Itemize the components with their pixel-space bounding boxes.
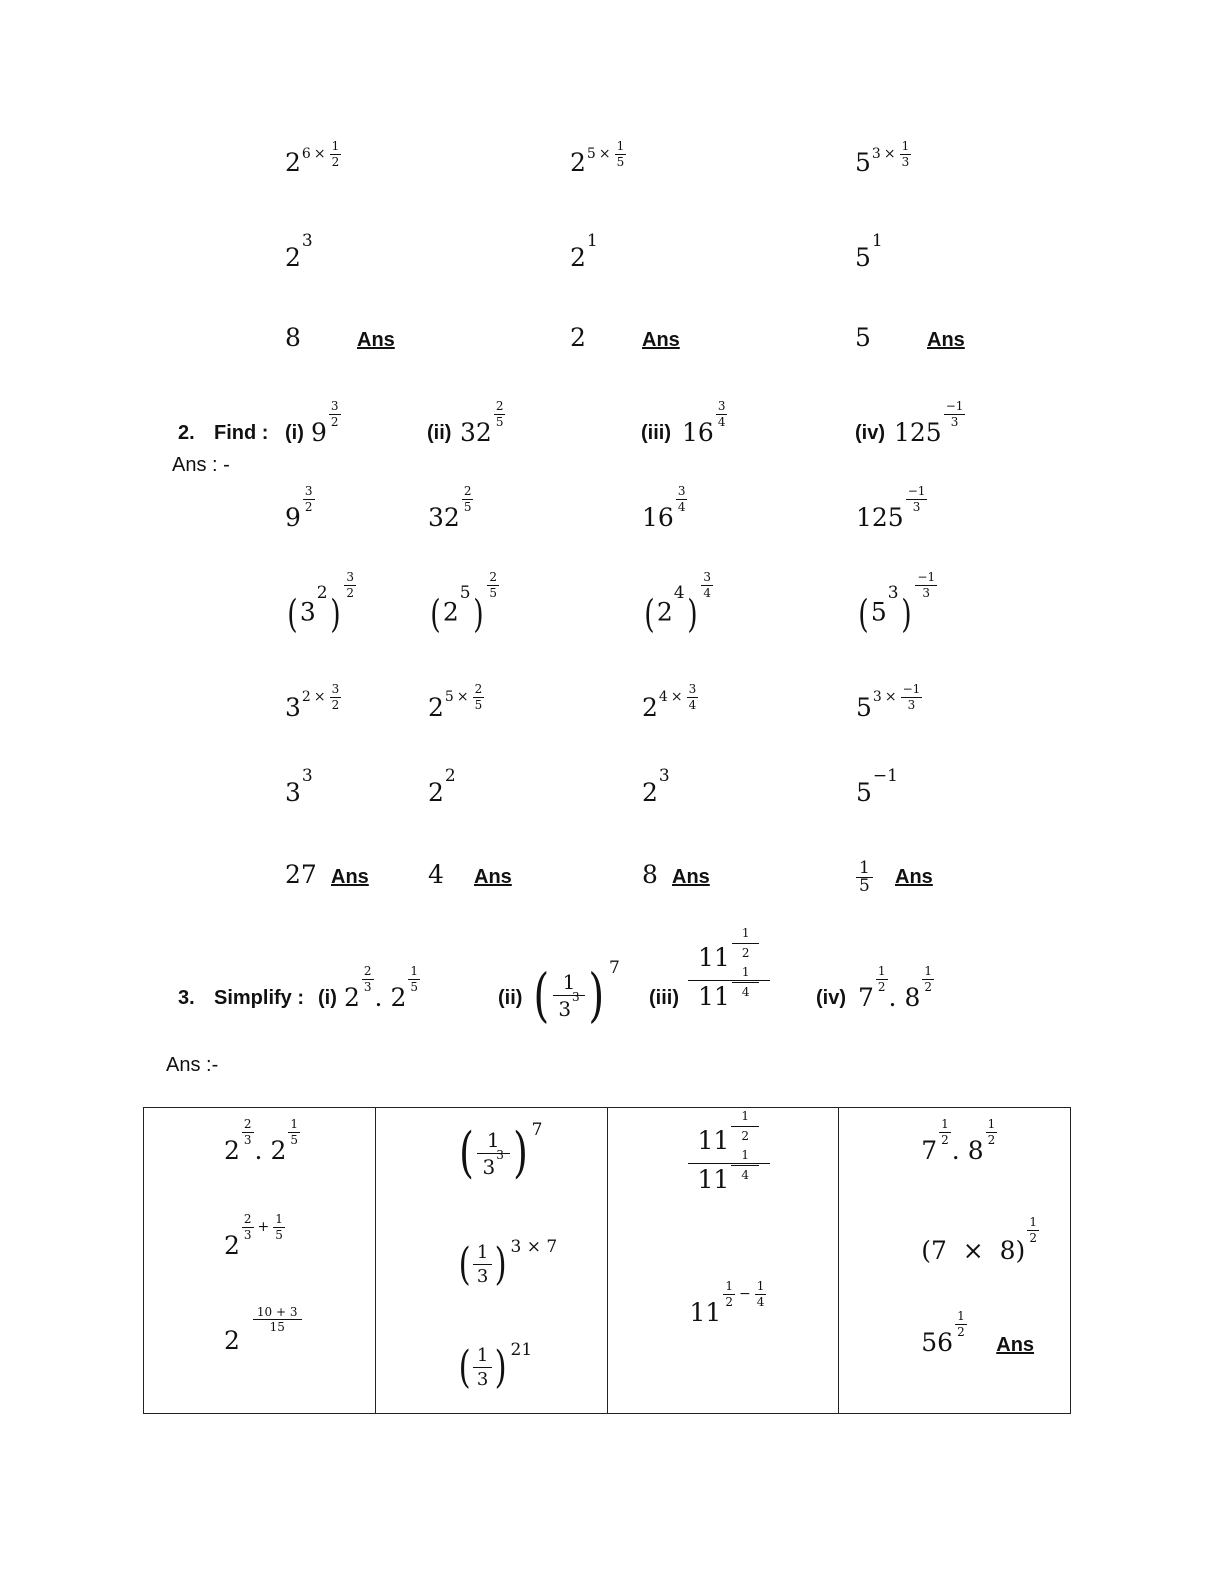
q3-t1-r1 (224, 1117, 301, 1166)
exp: 3 (872, 689, 882, 706)
exp: 3 × 7 (510, 1237, 558, 1257)
num: 1 (1029, 1215, 1037, 1229)
q2-part-label: (i) (285, 422, 304, 444)
num: 3 (330, 399, 339, 413)
num: 1 (473, 1347, 492, 1368)
num: 1 (725, 1279, 733, 1293)
den: 4 (717, 414, 726, 429)
base: 3 (482, 1154, 496, 1179)
exp: 7 (609, 958, 620, 978)
den: 15 (269, 1319, 285, 1334)
q3-part-label: (iii) (649, 987, 679, 1009)
q2-s4-step4 (856, 766, 898, 807)
num: 1 (616, 139, 625, 153)
q2-s1-step1 (285, 484, 316, 533)
base: 5 (855, 243, 871, 272)
den: 3 (476, 1369, 489, 1390)
num: 1 (331, 139, 340, 153)
base: 2 (344, 983, 360, 1012)
base: 11 (697, 1165, 730, 1195)
q3-t2-r3: ( $\frac{1}{3}$ ) 21 (458, 1340, 533, 1393)
exp: 5 (586, 146, 596, 163)
exp: 3 (301, 766, 313, 786)
base: 5 (855, 148, 871, 177)
q3-part-iv-expr (858, 964, 935, 1013)
num: 3 (688, 682, 697, 696)
q3-solution-table (143, 1107, 1071, 1414)
num: 1 (756, 1279, 765, 1293)
q2-part-label: (iv) (855, 422, 885, 444)
den: 2 (957, 1324, 965, 1339)
den: 2 (924, 979, 932, 994)
num: 1 (732, 927, 760, 944)
q1-c1-step2 (285, 231, 313, 272)
base: 2 (428, 693, 444, 722)
den: 3 (912, 499, 921, 514)
den: 4 (703, 585, 712, 600)
q2-s4-step1 (856, 484, 928, 533)
q2-title: Find : (214, 422, 269, 444)
base: 11 (698, 982, 730, 1012)
table-cell-iii (607, 1108, 839, 1414)
q1-c3-step2 (855, 231, 883, 272)
q2-ans-label: Ans : - (172, 454, 230, 476)
fraction (330, 140, 342, 168)
num: 1 (275, 1212, 283, 1226)
den: 4 (741, 984, 750, 999)
q3-t2-r2: ( $\frac{1}{3}$ ) 3 × 7 (458, 1237, 558, 1290)
den: 5 (474, 697, 483, 712)
den: 4 (688, 697, 697, 712)
dot: . (951, 1136, 960, 1165)
num: 1 (473, 1244, 492, 1265)
num: −1 (917, 570, 936, 584)
ans-label: Ans (895, 866, 933, 888)
den: 2 (1029, 1230, 1037, 1245)
base: 3 (285, 693, 301, 722)
q3-title: Simplify : (214, 987, 305, 1009)
exp: 2 (316, 583, 328, 603)
base: 3 (299, 597, 316, 627)
num: 1 (941, 1117, 949, 1131)
base: 32 (460, 418, 492, 447)
dot: . (374, 983, 383, 1012)
exp: 1 (586, 231, 598, 251)
num: 2 (463, 484, 472, 498)
exp: 5 (459, 583, 471, 603)
fraction (900, 140, 912, 168)
q3-t1-r3 (224, 1305, 303, 1355)
base: 2 (285, 148, 301, 177)
base: 16 (682, 418, 714, 447)
op: × (670, 689, 683, 706)
num: 1 (987, 1117, 996, 1131)
base: 2 (270, 1136, 287, 1165)
q3-t2-r1: ( $\frac{1}{33}$ ) 7 (458, 1120, 543, 1184)
expr: (7 × 8) (921, 1236, 1026, 1265)
exp: 3 (301, 231, 313, 251)
base: 3 (558, 996, 572, 1021)
exp: 3 (887, 583, 899, 603)
q2-s2-step4 (428, 766, 456, 807)
ans-label: Ans (642, 329, 680, 351)
q2-s3-step3 (642, 682, 699, 723)
ans-label: Ans (474, 866, 512, 888)
op: × (313, 146, 326, 163)
base: 16 (642, 503, 674, 532)
exp: 1 (871, 231, 883, 251)
q3-t4-r3 (921, 1309, 967, 1358)
ans-label: Ans (996, 1334, 1035, 1356)
q3-part-ii-expr: ( $\frac{1}{33}$ ) 7 (533, 958, 620, 1029)
den: 5 (489, 585, 498, 600)
den: 2 (331, 697, 340, 712)
num: 1 (290, 1117, 298, 1131)
base: 2 (642, 693, 658, 722)
den: 3 (243, 1227, 252, 1242)
base: 125 (856, 503, 904, 532)
exp: 7 (531, 1120, 543, 1140)
op: − (738, 1286, 751, 1303)
q2-part-iv-expr (894, 399, 966, 448)
den: 5 (290, 1132, 298, 1147)
num: 1 (477, 1130, 510, 1154)
q2-part-label: (ii) (427, 422, 452, 444)
q3-number: 3. (178, 987, 195, 1009)
q2-s2-step1 (428, 484, 474, 533)
den: 4 (677, 499, 686, 514)
num: 2 (489, 570, 498, 584)
base: 2 (442, 597, 459, 627)
q3-t4-r1 (921, 1117, 998, 1166)
q2-s4-result (856, 852, 873, 895)
exp: 3 (658, 766, 670, 786)
q3-part-iii-expr (688, 926, 770, 1016)
q2-s1-step2: (32) $\frac{3}{2}$ (287, 570, 355, 636)
base: 2 (224, 1231, 240, 1260)
num: 2 (495, 399, 504, 413)
op: × (883, 146, 896, 163)
q2-s1-step3 (285, 682, 342, 723)
q1-c2-step1 (570, 139, 627, 178)
den: 3 (363, 979, 372, 994)
table-cell-iv (839, 1108, 1071, 1414)
fraction (615, 140, 627, 168)
q3-t3-r2 (689, 1279, 768, 1328)
exp: 5 (444, 689, 454, 706)
q3-part-label: (i) (318, 987, 337, 1009)
op: × (598, 146, 611, 163)
ans-label: Ans (357, 329, 395, 351)
num: 3 (331, 682, 340, 696)
num: 2 (243, 1212, 252, 1226)
num: 1 (957, 1309, 965, 1323)
num: 1 (901, 139, 910, 153)
base: 2 (570, 243, 586, 272)
den: 3 (907, 697, 916, 712)
q3-part-i-expr (344, 964, 421, 1013)
num: −1 (945, 399, 964, 413)
exp: 3 (496, 1147, 504, 1162)
q2-s1-result: 27 (285, 860, 317, 889)
den: 2 (330, 414, 339, 429)
q1-c1-result: 8 (285, 323, 301, 352)
q2-part-i-expr (311, 399, 342, 448)
q2-s2-step2: (25) $\frac{2}{5}$ (430, 570, 498, 636)
den: 5 (495, 414, 504, 429)
num: 2 (363, 964, 372, 978)
q2-s3-step2: (24) $\frac{3}{4}$ (644, 570, 712, 636)
den: 2 (941, 1132, 949, 1147)
base: 7 (858, 983, 874, 1012)
den: 5 (463, 499, 472, 514)
den: 4 (741, 1167, 749, 1182)
den: 2 (741, 1128, 749, 1143)
base: 56 (921, 1328, 954, 1357)
q2-part-iii-expr (682, 399, 728, 448)
table-cell-i (144, 1108, 376, 1414)
num: 1 (553, 972, 586, 996)
den: 3 (922, 585, 931, 600)
q2-s2-result: 4 (428, 860, 444, 889)
q1-c3-step1 (855, 139, 912, 178)
q2-s3-step1 (642, 484, 688, 533)
exp: −1 (872, 766, 898, 786)
q3-t4-r2 (921, 1215, 1040, 1266)
base: 2 (285, 243, 301, 272)
op: + (257, 1219, 270, 1236)
num: 1 (856, 860, 873, 878)
den: 5 (410, 979, 418, 994)
q1-c2-step2 (570, 231, 598, 272)
q2-part-label: (iii) (641, 422, 671, 444)
q2-part-ii-expr (460, 399, 506, 448)
den: 2 (987, 1132, 996, 1147)
num: 3 (717, 399, 726, 413)
den: 5 (859, 876, 870, 896)
dot: . (888, 983, 897, 1012)
den: 2 (725, 1294, 733, 1309)
q1-c3-result: 5 (855, 323, 871, 352)
exp: 2 (444, 766, 456, 786)
exp: 4 (673, 583, 685, 603)
op: × (456, 689, 469, 706)
q3-ans-label: Ans :- (166, 1054, 219, 1076)
q1-c2-result: 2 (570, 323, 586, 352)
q3-t1-r2 (224, 1212, 286, 1261)
exp: 21 (510, 1340, 533, 1360)
q3-t3-r1 (688, 1109, 770, 1199)
num: −1 (902, 682, 921, 696)
q2-s2-step3 (428, 682, 485, 723)
ans-label: Ans (331, 866, 369, 888)
base: 5 (856, 778, 872, 807)
q2-s4-step2: (53) $\frac{-1}{3}$ (858, 570, 936, 636)
exp: 4 (658, 689, 668, 706)
q2-s1-step4 (285, 766, 313, 807)
base: 2 (656, 597, 673, 627)
den: 3 (901, 154, 910, 169)
dot: . (254, 1136, 263, 1165)
den: 3 (243, 1132, 252, 1147)
table-cell-ii (375, 1108, 607, 1414)
q2-s4-step3 (856, 682, 923, 723)
den: 2 (304, 499, 313, 514)
base: 5 (856, 693, 872, 722)
num: 3 (346, 570, 355, 584)
den: 2 (331, 154, 340, 169)
exp: 2 (301, 689, 311, 706)
num: 1 (731, 1149, 759, 1166)
den: 2 (346, 585, 355, 600)
base: 32 (428, 503, 460, 532)
den: 2 (877, 979, 886, 994)
den: 5 (616, 154, 625, 169)
num: −1 (907, 484, 926, 498)
exp: 3 (572, 989, 580, 1004)
num: 1 (732, 966, 760, 983)
exp: 3 (871, 146, 881, 163)
base: 2 (642, 778, 658, 807)
base: 8 (967, 1136, 984, 1165)
num: 1 (924, 964, 932, 978)
base: 2 (570, 148, 586, 177)
q2-number: 2. (178, 422, 195, 444)
num: 3 (703, 570, 712, 584)
base: 5 (870, 597, 887, 627)
base: 2 (224, 1136, 240, 1165)
ans-label: Ans (927, 329, 965, 351)
q2-s3-step4 (642, 766, 670, 807)
den: 3 (950, 414, 959, 429)
base: 2 (390, 983, 407, 1012)
q2-s3-result: 8 (642, 860, 658, 889)
num: 2 (243, 1117, 252, 1131)
base: 2 (428, 778, 444, 807)
num: 3 (677, 484, 686, 498)
base: 7 (921, 1136, 938, 1165)
num: 3 (304, 484, 313, 498)
num: 1 (731, 1110, 759, 1127)
base: 11 (689, 1298, 722, 1327)
ans-label: Ans (672, 866, 710, 888)
q3-part-label: (ii) (498, 987, 523, 1009)
base: 8 (904, 983, 921, 1012)
base: 2 (224, 1326, 240, 1355)
num: 1 (877, 964, 886, 978)
den: 3 (476, 1266, 489, 1287)
num: 1 (410, 964, 418, 978)
den: 2 (741, 945, 750, 960)
den: 5 (275, 1227, 283, 1242)
q3-part-label: (iv) (816, 987, 846, 1009)
num: 10 + 3 (253, 1306, 302, 1320)
base: 11 (698, 943, 730, 972)
q1-c1-step1 (285, 139, 342, 178)
base: 9 (285, 503, 301, 532)
base: 9 (311, 418, 327, 447)
op: × (884, 689, 897, 706)
op: × (313, 689, 326, 706)
den: 4 (756, 1294, 765, 1309)
num: 2 (474, 682, 483, 696)
base: 125 (894, 418, 942, 447)
exp: 6 (301, 146, 311, 163)
base: 11 (697, 1126, 730, 1155)
base: 3 (285, 778, 301, 807)
